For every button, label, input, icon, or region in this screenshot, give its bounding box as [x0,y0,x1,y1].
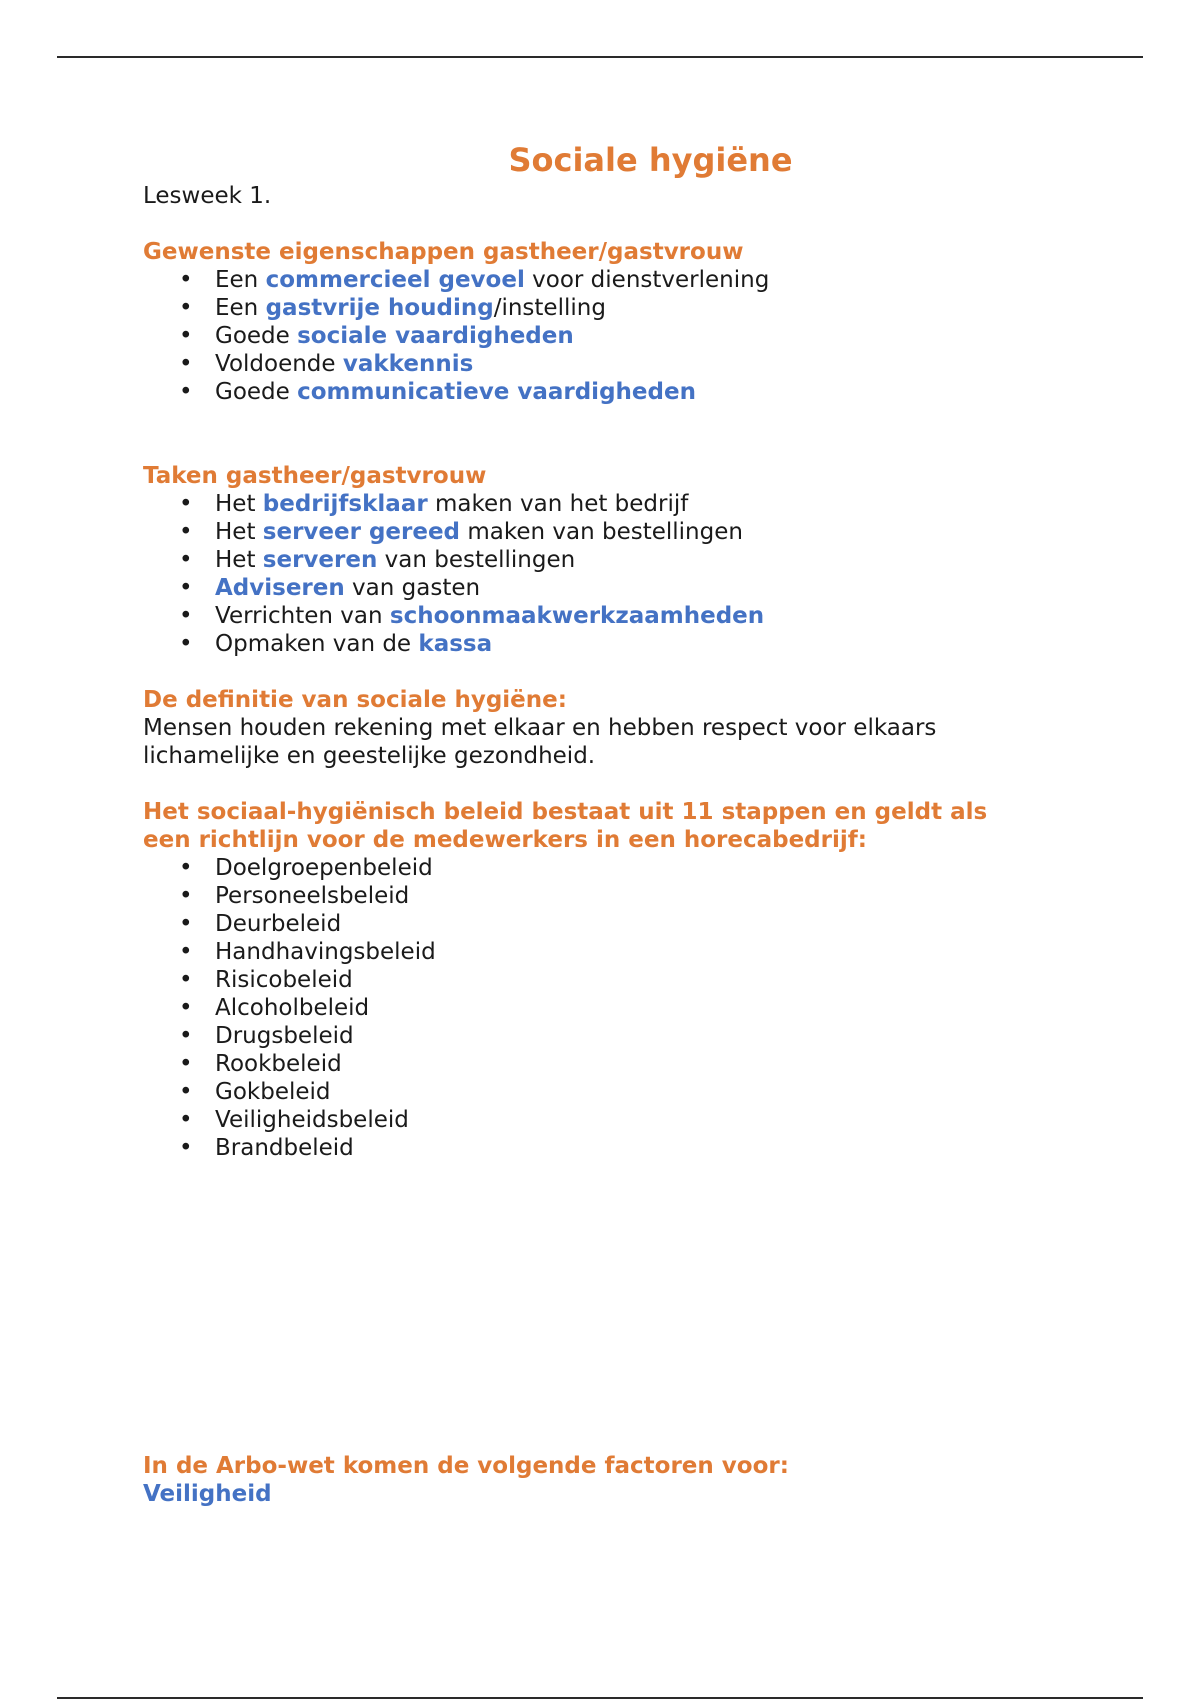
section-heading-beleid-1: Het sociaal-hygiënisch beleid bestaat uit 11 stappen en geldt als [143,799,988,825]
bullet-icon: • [179,855,193,881]
bullet-icon: • [179,631,193,657]
bullet-icon: • [179,883,193,909]
arbo-item-veiligheid: Veiligheid [143,1481,272,1507]
list-item-pre: Verrichten van [215,603,390,629]
list-item [179,938,1103,966]
list-item-label: Gokbeleid [215,1079,331,1105]
section-heading-taken: Taken gastheer/gastvrouw [143,463,487,489]
list-item-pre: Een [215,267,266,293]
bullet-icon: • [179,1051,193,1077]
list-item [179,294,1103,322]
list-item-label: Handhavingsbeleid [215,939,436,965]
list-item-pre: Het [215,547,263,573]
list-item-post: maken van bestellingen [460,519,743,545]
list-item-bold: commercieel gevoel [265,267,525,293]
bullet-icon: • [179,295,193,321]
list-item-label: Brandbeleid [215,1135,354,1161]
list-item-bold: Adviseren [215,575,345,601]
list-item-label: Rookbeleid [215,1051,342,1077]
list-item [179,854,1103,882]
section-heading-definitie: De definitie van sociale hygiëne: [143,687,567,713]
list-item [179,1134,1103,1162]
bullet-icon: • [179,1023,193,1049]
list-item-bold: serveren [262,547,378,573]
page-title: Sociale hygiëne [508,141,793,179]
list-item [179,966,1103,994]
taken-list [143,490,1103,658]
list-item-pre: Goede [215,379,298,405]
list-item [179,882,1103,910]
bullet-icon: • [179,519,193,545]
bullet-icon: • [179,323,193,349]
list-item-label: Veiligheidsbeleid [215,1107,409,1133]
bullet-icon: • [179,603,193,629]
definitie-line-2: lichamelijke en geestelijke gezondheid. [143,743,596,769]
list-item [179,378,1103,406]
list-item-label: Deurbeleid [215,911,342,937]
list-item-post: maken van het bedrijf [427,491,689,517]
bullet-icon: • [179,547,193,573]
list-item-label: Personeelsbeleid [215,883,410,909]
eigenschappen-list [143,266,1103,406]
beleid-list [143,854,1103,1162]
bullet-icon: • [179,939,193,965]
bullet-icon: • [179,1107,193,1133]
list-item [179,322,1103,350]
list-item-post: van bestellingen [377,547,576,573]
list-item-label: Risicobeleid [215,967,353,993]
bullet-icon: • [179,1135,193,1161]
list-item-bold: gastvrije houding [265,295,494,321]
bullet-icon: • [179,1079,193,1105]
list-item [179,630,1103,658]
bullet-icon: • [179,267,193,293]
list-item [179,1078,1103,1106]
document-body [143,138,1103,1508]
list-item-post: van gasten [344,575,481,601]
list-item-bold: sociale vaardigheden [297,323,574,349]
list-item [179,1050,1103,1078]
bullet-icon: • [179,379,193,405]
section-heading-eigenschappen: Gewenste eigenschappen gastheer/gastvrouw [143,239,744,265]
list-item-pre: Het [215,519,263,545]
section-heading-beleid-2: een richtlijn voor de medewerkers in een horecabedrijf: [143,827,867,853]
footer-rule [57,1697,1143,1699]
lesweek-label: Lesweek 1. [143,183,272,209]
list-item [179,994,1103,1022]
bullet-icon: • [179,911,193,937]
list-item [179,490,1103,518]
section-heading-arbo: In de Arbo-wet komen de volgende factoren voor: [143,1453,789,1479]
list-item-bold: schoonmaakwerkzaamheden [389,603,765,629]
list-item [179,350,1103,378]
list-item [179,1022,1103,1050]
list-item [179,574,1103,602]
list-item [179,546,1103,574]
list-item-pre: Opmaken van de [215,631,419,657]
list-item-post: /instelling [493,295,606,321]
list-item [179,1106,1103,1134]
list-item-pre: Goede [215,323,298,349]
list-item-pre: Voldoende [215,351,343,377]
list-item-label: Alcoholbeleid [215,995,370,1021]
bullet-icon: • [179,351,193,377]
bullet-icon: • [179,575,193,601]
list-item [179,602,1103,630]
list-item [179,910,1103,938]
list-item-bold: kassa [418,631,493,657]
bullet-icon: • [179,995,193,1021]
list-item-bold: communicatieve vaardigheden [297,379,696,405]
list-item-bold: vakkennis [342,351,474,377]
header-rule [57,56,1143,58]
list-item-post: voor dienstverlening [524,267,770,293]
bullet-icon: • [179,967,193,993]
list-item-bold: serveer gereed [262,519,461,545]
list-item-label: Drugsbeleid [215,1023,354,1049]
bullet-icon: • [179,491,193,517]
list-item [179,518,1103,546]
list-item-pre: Een [215,295,266,321]
list-item-label: Doelgroepenbeleid [215,855,433,881]
list-item-pre: Het [215,491,263,517]
list-item-bold: bedrijfsklaar [262,491,428,517]
definitie-line-1: Mensen houden rekening met elkaar en hebben respect voor elkaars [143,715,937,741]
list-item [179,266,1103,294]
